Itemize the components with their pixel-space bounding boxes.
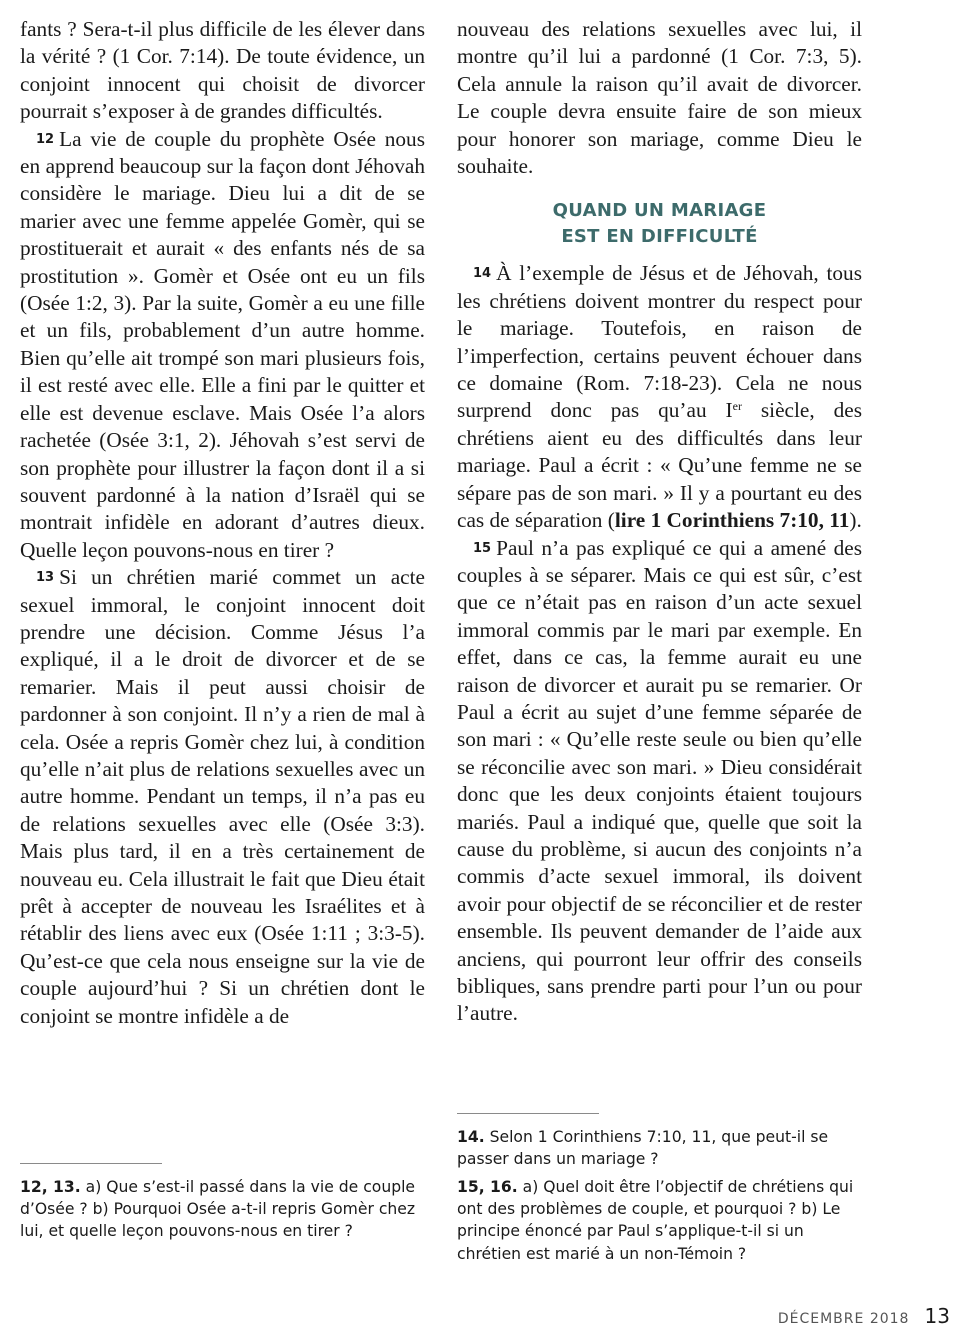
paragraph-text: La vie de couple du prophète Osée nous en apprend beaucoup sur la façon dont Jéhovah considère le mariage. Dieu lui a dit de se marier avec une femme appelée Gomèr, qui se prostituerait et aurait « des enfants nés de sa prostitution ». Gomèr et Osée ont eu un fils (Osée 1:2, 3). Par la suite, Gomèr a eu une fille et un fils, probablement d’un autre homme. Bien qu’elle ait trompé son mari plusieurs fois, il est resté avec elle. Elle a fini par le quitter et elle est devenue esclave. Mais Osée l’a alors rachetée (Osée 3:1, 2). Jéhovah s’est servi de son prophète pour illustrer la façon dont il a si souvent pardonné à la nation d’Israël qui se montrait infidèle en adorant d’autres dieux. Quelle leçon pouvons-nous en tirer ?	[20, 126, 425, 562]
question-text: a) Quel doit être l’objectif de chrétiens qui ont des problèmes de couple, et pourquoi ? b) Le principe énoncé par Paul s’applique-t-il si un chrétien est marié à un non-Témoin ?	[457, 1178, 854, 1263]
page-number: 13	[924, 1304, 950, 1328]
study-question-12-13	[20, 1176, 426, 1243]
section-heading-line1: QUAND UN MARIAGE	[552, 200, 767, 222]
paragraph-continued: nouveau des relations sexuelles avec lui, il montre qu’il lui a pardonné (1 Cor. 7:3, 5). Cela annule la raison qu’il avait de divorcer. Le couple devra ensuite faire de son mieux pour honorer son mariage, comme Dieu le souhaite.	[457, 17, 862, 179]
page-footer	[778, 1304, 950, 1328]
right-column	[457, 16, 862, 1028]
paragraph-continued: fants ? Sera-t-il plus difficile de les élever dans la vérité ? (1 Cor. 7:14). De toute évidence, un conjoint innocent qui choisit de divorcer pourrait s’exposer à de grandes difficultés.	[20, 17, 425, 124]
paragraph-text: Paul n’a pas expliqué ce qui a amené des couples à se séparer. Mais ce qui est sûr, c’est que ce n’était pas en raison d’un acte sexuel immoral commis par le mari par exemple. En effet, dans ce cas, la femme aurait eu une raison de divorcer et aurait pu se remarier. Or Paul a écrit au sujet d’une femme séparée de son mari : « Qu’elle reste seule ou bien qu’elle se réconcilie avec son mari. » Dieu considérait donc que les deux conjoints étaient toujours mariés. Paul a indiqué que, quelle que soit la cause du problème, si aucun des conjoints n’a commis d’acte sexuel immoral, ils doivent avoir pour objectif de se réconcilier et de rester ensemble. Ils peuvent demander de l’aide aux anciens, qui pourront leur offrir des conseils bibliques, sans prendre parti pour l’un ou pour l’autre.	[457, 535, 862, 1026]
paragraph-text: À l’exemple de Jésus et de Jéhovah, tous les chrétiens doivent montrer du respect pour le mariage. Toutefois, en raison de l’imperfection, certains peuvent échouer dans ce domaine (Rom. 7:18-23). Cela ne nous surprend donc pas qu’au	[457, 261, 862, 423]
issue-date: DÉCEMBRE 2018	[777, 1311, 910, 1327]
paragraph-text: siècle, des chrétiens aient eu des difficultés dans leur mariage. Paul a écrit : « Qu’une femme ne se sépare pas de son mari. » Il y a pourtant eu des cas de séparation (	[457, 398, 863, 533]
question-text: Selon 1 Corinthiens 7:10, 11, que peut-il se passer dans un mariage ?	[457, 1128, 829, 1169]
section-heading-line2: EST EN DIFFICULTÉ	[561, 226, 758, 248]
paragraph-number: 12	[36, 131, 55, 147]
study-question-15-16	[457, 1176, 863, 1265]
paragraph-12	[20, 126, 425, 565]
century-superscript: er	[732, 399, 742, 414]
paragraph-14	[457, 260, 862, 534]
paragraph-13	[20, 564, 425, 1030]
section-heading	[457, 198, 862, 250]
paragraph-15	[457, 535, 862, 1028]
left-column	[20, 16, 425, 1030]
footnote-divider	[457, 1113, 599, 1114]
question-number: 14.	[457, 1128, 485, 1146]
paragraph-number: 15	[473, 540, 492, 556]
question-number: 15, 16.	[457, 1178, 518, 1196]
scripture-reference: lire 1 Corinthiens 7:10, 11	[614, 508, 850, 533]
question-number: 12, 13.	[20, 1178, 81, 1196]
footnote-divider	[20, 1163, 162, 1164]
study-question-14	[457, 1126, 863, 1170]
paragraph-text: ).	[849, 508, 862, 533]
paragraph-number: 14	[473, 266, 492, 282]
century-numeral: I	[725, 398, 733, 423]
question-text: a) Que s’est-il passé dans la vie de couple d’Osée ? b) Pourquoi Osée a-t-il repris Gomèr chez lui, et quelle leçon pouvons-nous en tirer ?	[20, 1178, 416, 1241]
paragraph-text: Si un chrétien marié commet un acte sexuel immoral, le conjoint innocent doit prendre une décision. Comme Jésus l’a expliqué, il a le droit de divorcer et de se remarier. Mais il peut aussi choisir de pardonner à son conjoint. Il n’y a rien de mal à cela. Osée a repris Gomèr chez lui, à condition qu’elle n’ait plus de relations sexuelles avec un autre homme. Pendant un temps, il n’a pas eu de relations sexuelles avec elle (Osée 3:3). Mais plus tard, il en a très certainement de nouveau eu. Cela illustrait le fait que Dieu était prêt à accepter de nouveau les Israélites et à rétablir des liens avec eux (Osée 1:11 ; 3:3-5). Qu’est-ce que cela nous enseigne sur la vie de couple aujourd’hui ? Si un chrétien dont le conjoint se montre infidèle a de	[20, 565, 425, 1028]
paragraph-number: 13	[36, 570, 55, 586]
